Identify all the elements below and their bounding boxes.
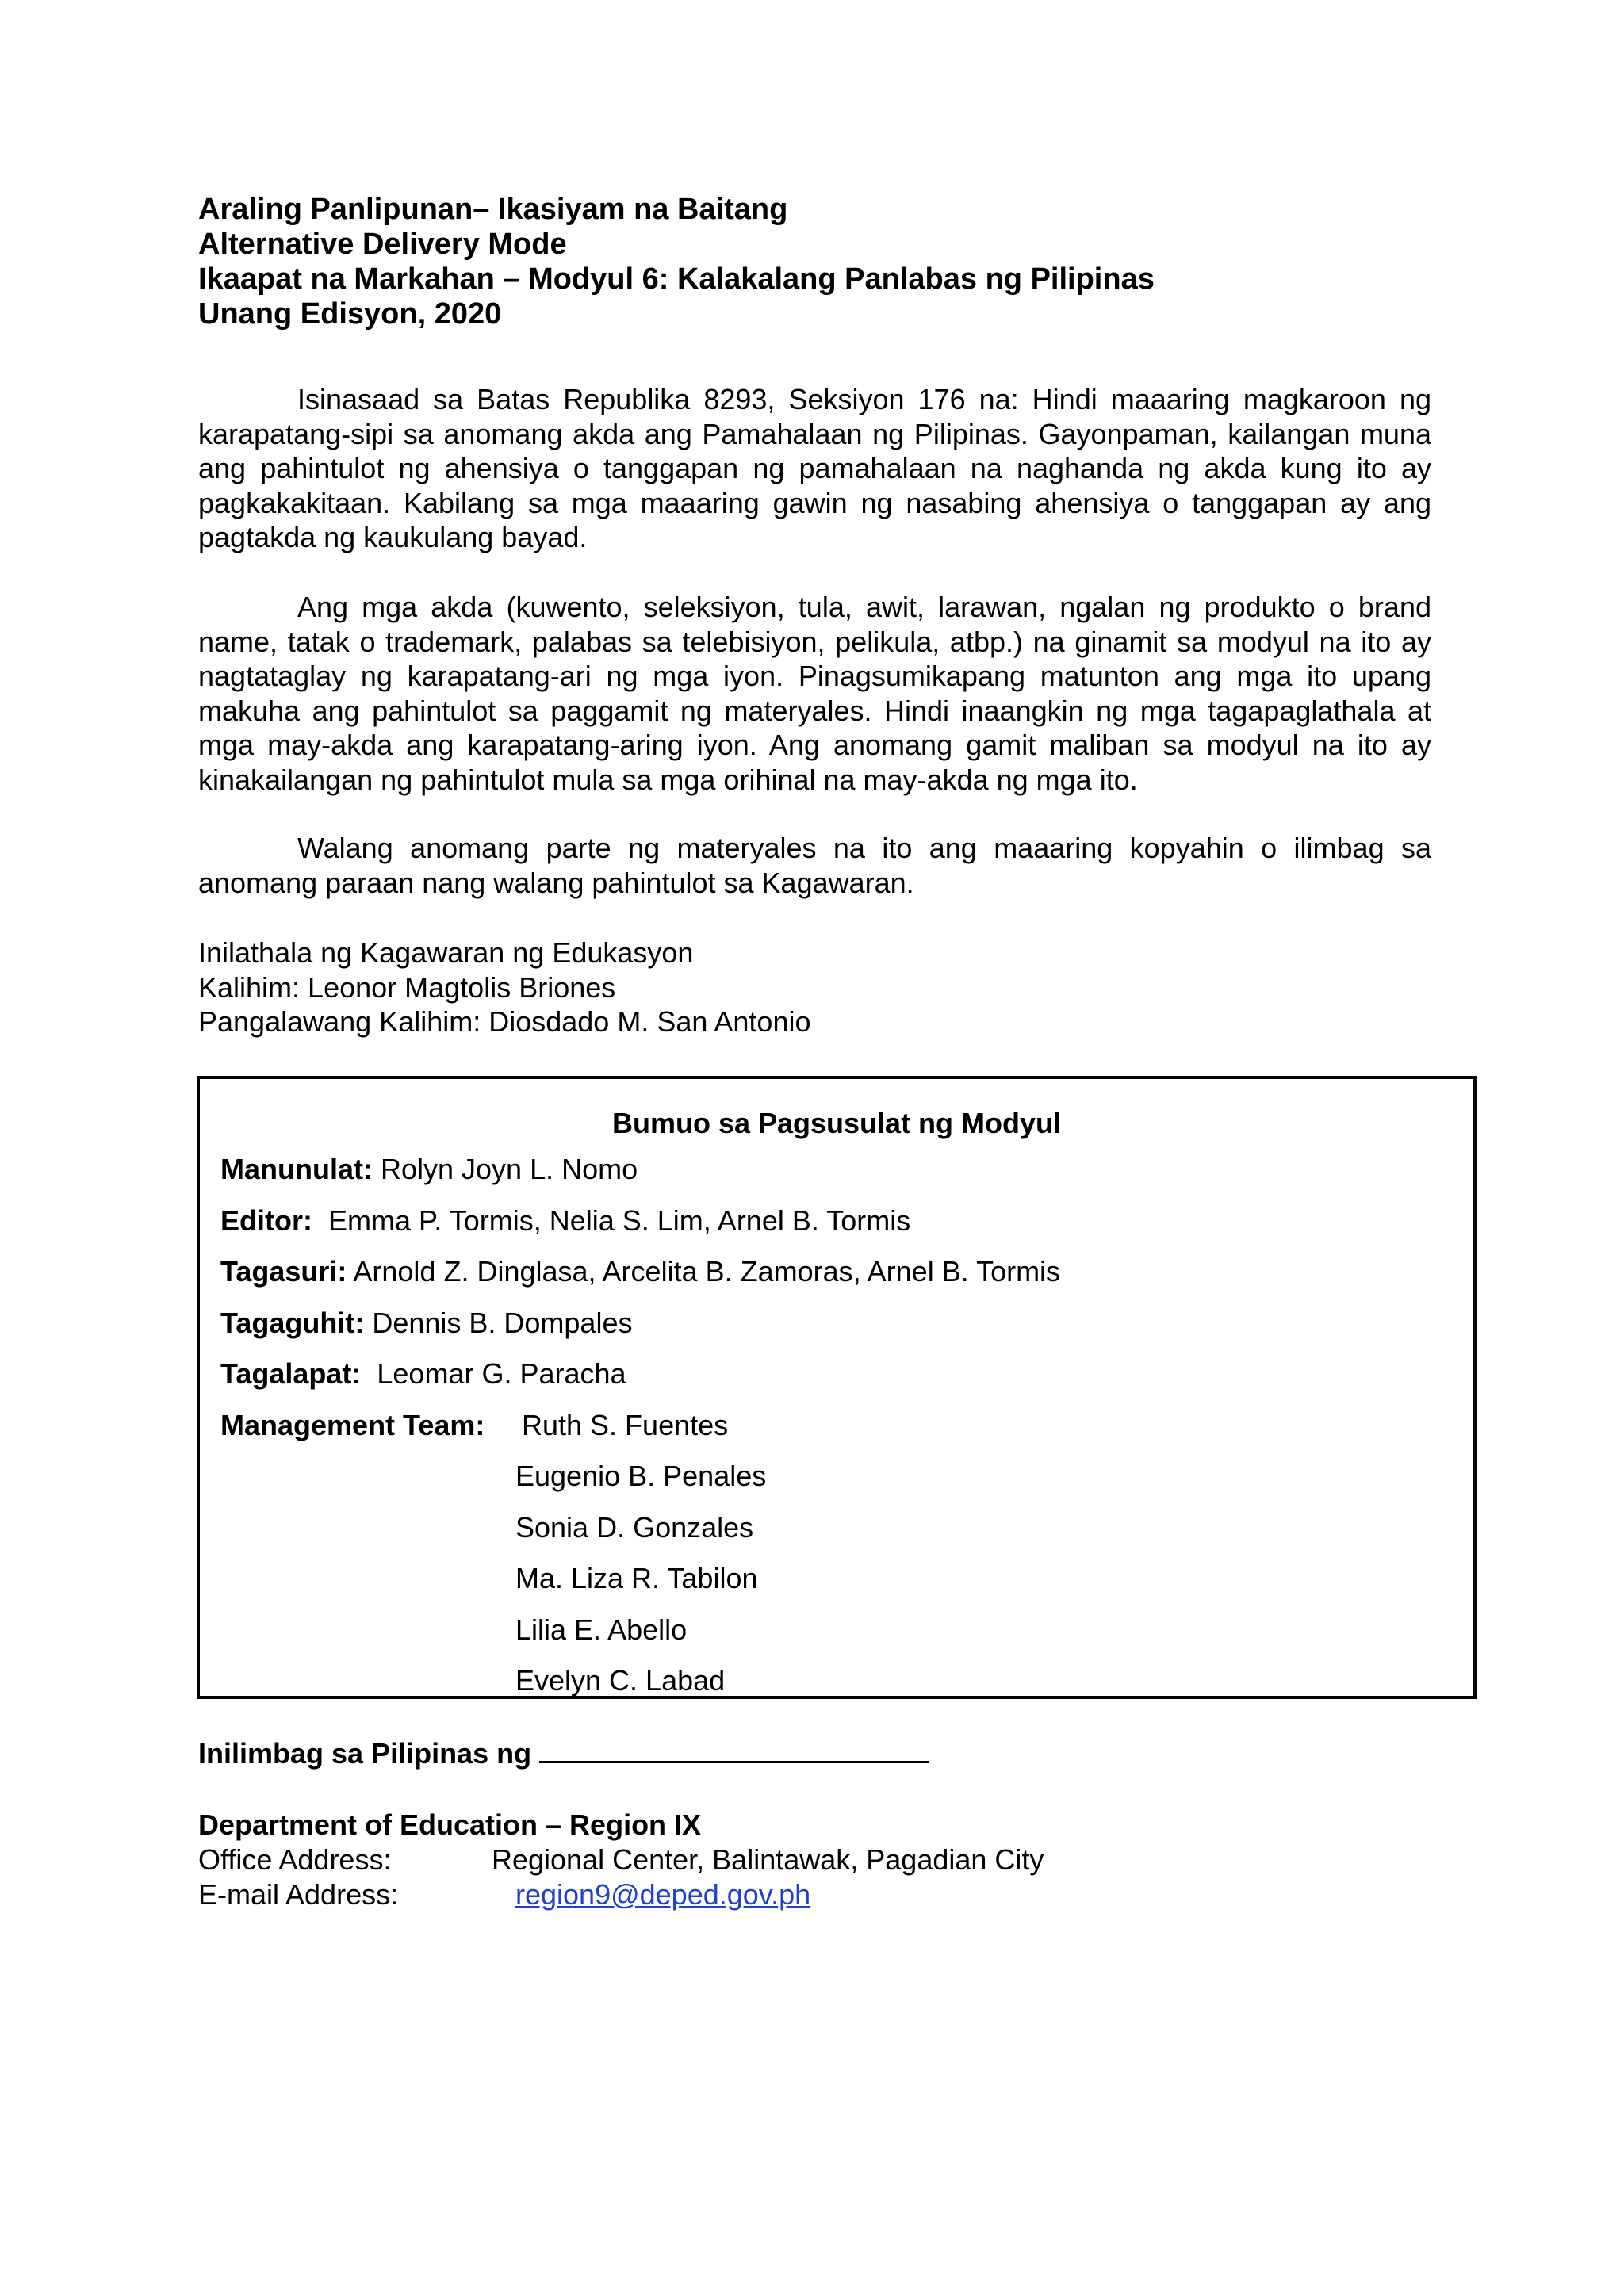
- delivery-mode: Alternative Delivery Mode: [198, 228, 567, 261]
- team-member: Eugenio B. Penales: [515, 1460, 767, 1492]
- printed-by-line: [198, 1736, 929, 1771]
- subject-title: Araling Panlipunan– Ikasiyam na Baitang: [198, 193, 788, 226]
- reviewer-label: Tagasuri:: [220, 1255, 347, 1288]
- paragraph-1-text: Isinasaad sa Batas Republika 8293, Seksiyon 176 na: Hindi maaaring magkaroon ng karapatang-sipi sa anomang akda ang Pamahalaan ng Pilipinas. Gayonpaman, kailangan muna ang pahintulot ng ahensiya o tanggapan ng pamahalaan na naghanda ng akda kung ito ay pagkakakitaan. Kabilang sa mga maaaring gawin ng nasabing ahensiya o tanggapan ay ang pagtakda ng kaukulang bayad.: [198, 383, 1431, 553]
- paragraph-3-text: Walang anomang parte ng materyales na ito ang maaaring kopyahin o ilimbag sa anomang paraan nang walang pahintulot sa Kagawaran.: [198, 832, 1431, 899]
- publisher-line: Inilathala ng Kagawaran ng Edukasyon: [198, 936, 694, 969]
- credit-writer: [220, 1152, 638, 1187]
- printed-label: Inilimbag sa Pilipinas ng: [198, 1737, 532, 1770]
- team-member: Sonia D. Gonzales: [515, 1511, 754, 1544]
- editor-names: Emma P. Tormis, Nelia S. Lim, Arnel B. Tormis: [312, 1204, 911, 1237]
- module-title: Ikaapat na Markahan – Modyul 6: Kalakalang Panlabas ng Pilipinas: [198, 262, 1155, 296]
- team-member: Lilia E. Abello: [515, 1613, 688, 1646]
- copyright-paragraph-3: [198, 831, 1431, 900]
- secretary-line: Kalihim: Leonor Magtolis Briones: [198, 970, 616, 1004]
- email-address-row: [198, 1877, 811, 1912]
- email-address-label: E-mail Address:: [198, 1878, 399, 1911]
- office-address-row: [198, 1843, 1044, 1877]
- edition: Unang Edisyon, 2020: [198, 297, 502, 331]
- copyright-paragraph-1: [198, 382, 1431, 555]
- illustrator-name: Dennis B. Dompales: [364, 1307, 633, 1339]
- credit-layout: [220, 1357, 626, 1391]
- credit-illustrator: [220, 1306, 632, 1341]
- paragraph-2-text: Ang mga akda (kuwento, seleksiyon, tula, awit, larawan, ngalan ng produkto o brand name, tatak o trademark, palabas sa telebisiyon, pelikula, atbp.) na ginamit sa modyul na ito ay nagtataglay ng karapatang-ari ng mga iyon. Pinagsumikapang matunton ang mga ito upang makuha ang pahintulot sa paggamit ng materyales. Hindi inaangkin ng mga tagapaglathala at mga may-akda ang karapatang-aring iyon. Ang anomang gamit maliban sa modyul na ito ay kinakailangan ng pahintulot mula sa mga orihinal na may-akda ng mga ito.: [198, 591, 1431, 796]
- publisher-info: [198, 936, 811, 1039]
- layout-label: Tagalapat:: [220, 1357, 362, 1390]
- printer-blank: [539, 1737, 929, 1763]
- illustrator-label: Tagaguhit:: [220, 1307, 365, 1339]
- office-info: [198, 1808, 1044, 1912]
- email-link[interactable]: region9@deped.gov.ph: [515, 1878, 811, 1911]
- office-address-value: Regional Center, Balintawak, Pagadian City: [492, 1843, 1044, 1876]
- team-label: Management Team:: [220, 1409, 485, 1441]
- module-heading: [198, 192, 1435, 331]
- editor-label: Editor:: [220, 1204, 312, 1237]
- credit-editor: [220, 1203, 910, 1238]
- writer-name: Rolyn Joyn L. Nomo: [372, 1153, 638, 1185]
- credits-title: Bumuo sa Pagsusulat ng Modyul: [611, 1107, 1062, 1139]
- layout-name: Leomar G. Paracha: [361, 1357, 626, 1390]
- department-title: Department of Education – Region IX: [198, 1808, 702, 1841]
- reviewer-names: Arnold Z. Dinglasa, Arcelita B. Zamoras, Arnel B. Tormis: [347, 1255, 1061, 1288]
- writer-label: Manunulat:: [220, 1153, 373, 1185]
- team-member: Ma. Liza R. Tabilon: [515, 1562, 758, 1594]
- office-address-label: Office Address:: [198, 1843, 392, 1876]
- copyright-paragraph-2: [198, 590, 1431, 797]
- team-member: Evelyn C. Labad: [515, 1664, 726, 1697]
- team-member: Ruth S. Fuentes: [522, 1409, 729, 1441]
- undersecretary-line: Pangalawang Kalihim: Diosdado M. San Antonio: [198, 1005, 811, 1038]
- credits-box: [197, 1076, 1477, 1699]
- credit-reviewer: [220, 1254, 1060, 1289]
- credit-management-team: [220, 1408, 485, 1443]
